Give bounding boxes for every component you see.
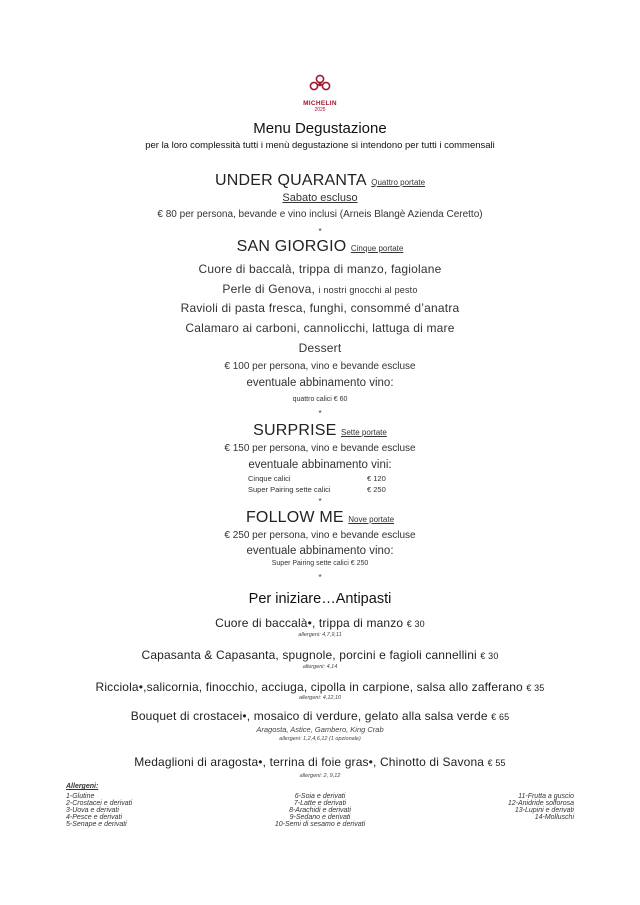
menu-name: SAN GIORGIO (236, 238, 347, 255)
dish: Calamaro ai carboni, cannolicchi, lattuga di mare (185, 321, 455, 335)
allergen-heading: Allergeni: (66, 783, 99, 790)
dish: Ravioli di pasta fresca, funghi, consommé d’anatra (180, 301, 460, 315)
wine-option-label: Super Pairing sette calici (248, 485, 331, 494)
menu-san-giorgio (0, 238, 640, 256)
dish: Cuore di baccalà, trippa di manzo, fagiolane (198, 262, 442, 276)
menu-courses: Quattro portate (371, 178, 426, 187)
menu-price: € 100 per persona, vino e bevande escluse (224, 361, 416, 372)
separator: * (318, 497, 322, 506)
separator: * (318, 409, 322, 418)
item-price: € 55 (487, 758, 506, 768)
logo-year: 2025 (314, 107, 326, 113)
dish (0, 282, 640, 296)
menu-courses: Cinque portate (350, 244, 404, 253)
antipasto-item (0, 616, 640, 630)
antipasto-item (0, 709, 640, 723)
item-name: Medaglioni di aragosta•, terrina di foie gras•, Chinotto di Savona (134, 755, 485, 769)
antipasto-item (0, 648, 640, 662)
dish-name: Perle di Genova, (222, 282, 315, 296)
item-name: Ricciola•,salicornia, finocchio, acciuga, cipolla in carpione, salsa allo zafferano (95, 680, 523, 694)
item-allergens: allergeni: 4,7,9,11 (298, 632, 342, 638)
menu-name: UNDER QUARANTA (214, 172, 367, 189)
allergen-item: 3-Uova e derivati (66, 807, 119, 814)
separator: * (318, 227, 322, 236)
menu-under-quaranta (0, 172, 640, 190)
dish: Dessert (298, 341, 342, 355)
item-allergens: allergeni: 4,12,10 (298, 695, 342, 701)
menu-name: SURPRISE (253, 422, 337, 439)
item-price: € 30 (406, 619, 425, 629)
allergen-item: 10-Semi di sesamo e derivati (274, 821, 366, 828)
allergen-item: 13-Lupini e derivati (514, 807, 574, 814)
menu-price: € 80 per persona, bevande e vino inclusi (Arneis Blangè Azienda Ceretto) (157, 209, 483, 220)
antipasto-item (0, 680, 640, 694)
wine-option-price: € 250 (367, 485, 386, 494)
dish-note: i nostri gnocchi al pesto (318, 285, 418, 295)
wine-option: Super Pairing sette calici € 250 (271, 560, 369, 567)
allergen-item: 5-Senape e derivati (66, 821, 127, 828)
allergen-item: 6-Soia e derivati (294, 793, 346, 800)
allergen-list-2 (260, 793, 380, 828)
item-allergens: allergeni: 1,2,4,6,12 (1 opzionale) (279, 736, 361, 742)
menu-courses: Nove portate (348, 515, 395, 524)
michelin-star-icon (309, 74, 331, 94)
item-description: Aragosta, Astice, Gambero, King Crab (256, 725, 384, 734)
item-price: € 65 (491, 712, 510, 722)
menu-note: Sabato escluso (282, 192, 358, 204)
wine-option-price: € 120 (367, 474, 386, 483)
section-heading: Per iniziare…Antipasti (248, 591, 392, 607)
allergen-item: 14-Molluschi (534, 814, 574, 821)
allergen-list-1 (66, 793, 132, 828)
separator: * (318, 573, 322, 582)
allergen-item: 12-Anidride solforosa (507, 800, 574, 807)
allergen-item: 11-Frutta a guscio (518, 793, 574, 800)
allergen-list-3 (474, 793, 574, 821)
menu-courses: Sette portate (341, 428, 387, 437)
allergen-item: 7-Latte e derivati (293, 800, 347, 807)
wine-heading: eventuale abbinamento vini: (248, 459, 392, 471)
antipasto-item (0, 755, 640, 769)
item-price: € 30 (480, 651, 499, 661)
menu-name: FOLLOW ME (245, 509, 344, 526)
logo-brand: MICHELIN (303, 100, 337, 107)
allergen-item: 2-Crostacei e derivati (66, 800, 133, 807)
wine-heading: eventuale abbinamento vino: (246, 377, 394, 389)
allergen-item: 9-Sedano e derivati (289, 814, 351, 821)
page-subtitle: per la loro complessità tutti i menù degustazione si intendono per tutti i commensali (145, 140, 495, 151)
michelin-logo (300, 74, 340, 113)
wine-option: quattro calici € 60 (292, 396, 348, 403)
allergen-item: 1-Glutine (66, 793, 95, 800)
wine-option-label: Cinque calici (248, 474, 291, 483)
wine-heading: eventuale abbinamento vino: (246, 545, 394, 557)
page-title: Menu Degustazione (253, 120, 387, 137)
item-allergens: allergeni: 2, 9,12 (299, 773, 341, 779)
menu-surprise (0, 422, 640, 440)
item-allergens: allergeni: 4,14 (302, 664, 338, 670)
allergen-item: 4-Pesce e derivati (66, 814, 123, 821)
item-name: Capasanta & Capasanta, spugnole, porcini e fagioli cannellini (141, 648, 477, 662)
menu-price: € 150 per persona, vino e bevande escluse (224, 443, 416, 454)
item-name: Cuore di baccalà•, trippa di manzo (215, 616, 404, 630)
item-price: € 35 (526, 683, 545, 693)
allergen-item: 8-Arachidi e derivati (289, 807, 351, 814)
menu-price: € 250 per persona, vino e bevande escluse (224, 530, 416, 541)
menu-follow-me (0, 509, 640, 527)
item-name: Bouquet di crostacei•, mosaico di verdure, gelato alla salsa verde (130, 709, 488, 723)
